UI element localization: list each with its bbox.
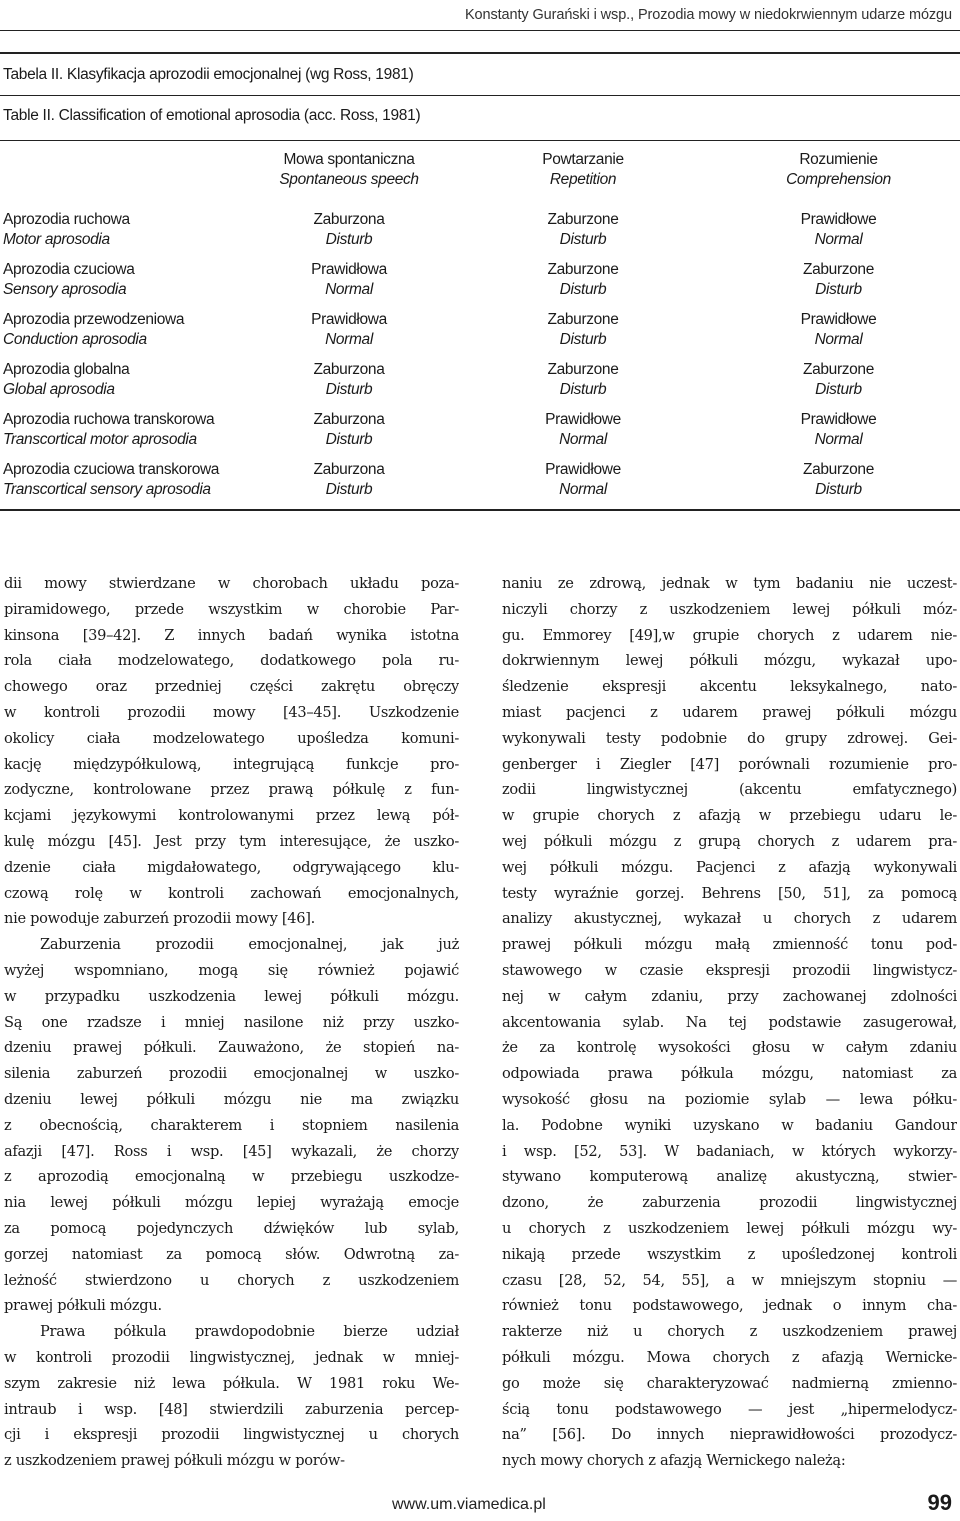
text-line: analizy akustycznej, wykazał u chorych z udarem bbox=[502, 910, 957, 928]
text-line: i wsp. [52, 53]. W badaniach, w których wykorzy- bbox=[502, 1142, 957, 1160]
table-cell bbox=[449, 360, 717, 410]
row-label bbox=[0, 410, 249, 460]
table-cell bbox=[249, 460, 449, 510]
running-header-text: Konstanty Gurański i wsp., Prozodia mowy w niedokrwiennym udarze mózgu bbox=[464, 7, 952, 23]
row-label-en: Sensory aprosodia bbox=[3, 281, 127, 298]
table-row bbox=[0, 260, 960, 310]
table-cell bbox=[449, 210, 717, 260]
table-cell-pl: Zaburzone bbox=[803, 461, 874, 478]
table-cell-en: Normal bbox=[814, 331, 863, 348]
text-line: również tonu podstawowego, jednak o innym cha- bbox=[502, 1297, 957, 1315]
text-line: dzeniu lewej półkuli mózgu nie ma związku bbox=[4, 1090, 459, 1108]
text-line: w przypadku uszkodzenia lewej półkuli mózgu. bbox=[4, 987, 459, 1005]
text-line: wyżej wspomniano, mogą się również pojawić bbox=[4, 961, 459, 979]
row-label-en: Conduction aprosodia bbox=[3, 331, 147, 348]
table-cell-en: Disturb bbox=[559, 381, 607, 398]
text-line: genberger i Ziegler [47] porównali rozumienie pro- bbox=[502, 755, 957, 773]
text-line: la. Podobne wyniki uzyskano w badaniu Gandour bbox=[502, 1116, 957, 1134]
table-row bbox=[0, 410, 960, 460]
table-cell-pl: Prawidłowa bbox=[311, 261, 387, 278]
text-line: okolicy ciała modzelowatego upośledza komuni- bbox=[4, 729, 459, 747]
column-header bbox=[449, 150, 717, 210]
table-cell-pl: Zaburzona bbox=[313, 411, 385, 428]
row-label-pl: Aprozodia przewodzeniowa bbox=[3, 311, 185, 328]
row-label bbox=[0, 360, 249, 410]
table-header-rule bbox=[0, 140, 960, 141]
table-cell-pl: Zaburzona bbox=[313, 211, 385, 228]
table-cell bbox=[449, 310, 717, 360]
column-header-pl: Rozumienie bbox=[799, 151, 878, 168]
table-cell-pl: Prawidłowe bbox=[800, 211, 877, 228]
text-line: odpowiada prawa półkula mózgu, natomiast za bbox=[502, 1065, 957, 1083]
table-header-corner bbox=[0, 150, 249, 210]
column-header bbox=[249, 150, 449, 210]
text-line: go może się charakteryzować nadmierną zmienno- bbox=[502, 1374, 957, 1392]
text-line: Zaburzenia prozodii emocjonalnej, jak już bbox=[40, 936, 459, 954]
text-line: za pomocą pojedynczych dźwięków lub sylab, bbox=[4, 1219, 459, 1237]
text-line: że za kontrolę wysokości głosu w całym zdaniu bbox=[502, 1039, 957, 1057]
row-label-en: Motor aprosodia bbox=[3, 231, 110, 248]
table-cell-pl: Zaburzona bbox=[313, 361, 385, 378]
text-line: intraub i wsp. [48] stwierdzili zaburzenia percep- bbox=[4, 1400, 459, 1418]
table-cell bbox=[449, 410, 717, 460]
table-cell-en: Disturb bbox=[559, 231, 607, 248]
text-line: kcjami językowymi kontrolowanymi przez lewą pół- bbox=[4, 807, 459, 825]
text-line: zodii lingwistycznej (akcentu emfatycznego) bbox=[502, 781, 957, 799]
row-label bbox=[0, 460, 249, 510]
row-label bbox=[0, 210, 249, 260]
text-line: stawowego w czasie ekspresji prozodii lingwistycz- bbox=[502, 961, 957, 979]
text-line: Prawa półkula prawdopodobnie bierze udział bbox=[40, 1323, 459, 1341]
table-row bbox=[0, 210, 960, 260]
table-caption-rule bbox=[0, 95, 960, 96]
table-cell-pl: Prawidłowe bbox=[800, 411, 877, 428]
table-cell-en: Normal bbox=[814, 231, 863, 248]
table-cell-en: Normal bbox=[325, 331, 373, 348]
table-cell-en: Normal bbox=[559, 431, 607, 448]
table-cell-pl: Zaburzona bbox=[313, 461, 385, 478]
column-header bbox=[717, 150, 960, 210]
text-line: w kontroli prozodii mowy [43–45]. Uszkodzenie bbox=[4, 703, 459, 721]
table-cell-en: Disturb bbox=[815, 481, 862, 498]
text-line: szym zakresie niż lewa półkula. W 1981 roku We- bbox=[4, 1374, 459, 1392]
text-line: w grupie chorych z afazją w przebiegu udaru le- bbox=[502, 807, 957, 825]
table-cell bbox=[249, 410, 449, 460]
text-line: dzenie ciała migdałowatego, odgrywającego klu- bbox=[4, 858, 459, 876]
text-line: kinsona [39–42]. Z innych badań wynika istotna bbox=[4, 626, 459, 644]
text-line: wysokość głosu na poziomie sylab — lewa półku- bbox=[502, 1090, 957, 1108]
text-line: gu. Emmorey [49],w grupie chorych z udarem nie- bbox=[502, 626, 957, 644]
table-caption-pl: Tabela II. Klasyfikacja aprozodii emocjonalnej (wg Ross, 1981) bbox=[3, 66, 414, 83]
table-row bbox=[0, 460, 960, 510]
table-cell-en: Disturb bbox=[815, 381, 862, 398]
table-cell-pl: Zaburzone bbox=[547, 361, 619, 378]
text-line: śledzenie ekspresji akcentu leksykalnego, nato- bbox=[502, 678, 957, 696]
text-line: akcentowania sylab. Na tej podstawie zasugerował, bbox=[502, 1013, 957, 1031]
text-line: nikają przede wszystkim z upośledzonej kontroli bbox=[502, 1245, 957, 1263]
table-cell-pl: Prawidłowe bbox=[545, 461, 621, 478]
text-line: dzeniu prawej półkuli. Zauważono, że stopień na- bbox=[4, 1039, 459, 1057]
table-cell-en: Normal bbox=[325, 281, 373, 298]
text-line: nych mowy chorych z afazją Wernickego należą: bbox=[502, 1452, 846, 1470]
table-cell bbox=[249, 310, 449, 360]
text-line: czasu [28, 52, 54, 55], a w mniejszym stopniu — bbox=[502, 1271, 957, 1289]
text-line: dokrwiennym lewej półkuli mózgu, wykazał upo- bbox=[502, 652, 957, 670]
text-column-left bbox=[4, 571, 459, 1474]
page-number: 99 bbox=[927, 1490, 952, 1515]
table-cell bbox=[717, 260, 960, 310]
text-line: miast pacjenci z udarem prawej półkuli mózgu bbox=[502, 703, 957, 721]
row-label-pl: Aprozodia ruchowa transkorowa bbox=[3, 411, 215, 428]
text-line: nie powoduje zaburzeń prozodii mowy [46]. bbox=[4, 910, 315, 928]
table-row bbox=[0, 360, 960, 410]
table-cell-en: Normal bbox=[559, 481, 607, 498]
table-cell-pl: Zaburzone bbox=[547, 211, 619, 228]
running-header bbox=[0, 0, 960, 30]
text-line: u chorych z uszkodzeniem lewej półkuli mózgu wy- bbox=[502, 1219, 957, 1237]
table-cell-pl: Zaburzone bbox=[547, 311, 619, 328]
text-line: w kontroli prozodii lingwistycznej, jednak w mniej- bbox=[4, 1348, 459, 1366]
text-line: dzono, że zaburzenia prozodii lingwistycznej bbox=[502, 1194, 957, 1212]
text-line: testy wyraźnie gorzej. Behrens [50, 51], za pomocą bbox=[502, 884, 957, 902]
table-cell-pl: Prawidłowe bbox=[800, 311, 877, 328]
table-cell-en: Disturb bbox=[325, 431, 373, 448]
row-label-pl: Aprozodia globalna bbox=[3, 361, 130, 378]
text-line: nej w całym zdaniu, przy zachowanej zdolności bbox=[502, 987, 957, 1005]
table-cell bbox=[249, 360, 449, 410]
journal-url: www.um.viamedica.pl bbox=[392, 1496, 546, 1513]
table-caption-en: Table II. Classification of emotional aprosodia (acc. Ross, 1981) bbox=[3, 107, 421, 124]
text-line: piramidowego, przede wszystkim w chorobie Par- bbox=[4, 600, 459, 618]
header-rule bbox=[0, 30, 960, 31]
table-cell-pl: Prawidłowe bbox=[545, 411, 621, 428]
text-line: rola ciała modzelowatego, dodatkowego pola ru- bbox=[4, 652, 459, 670]
text-line: leżność stwierdzono u chorych z uszkodzeniem bbox=[4, 1271, 459, 1289]
table-cell-en: Disturb bbox=[325, 481, 373, 498]
column-header-en: Spontaneous speech bbox=[279, 171, 419, 188]
aprosodia-classification-table bbox=[0, 150, 960, 510]
table-cell-en: Disturb bbox=[559, 281, 607, 298]
text-line: cji i ekspresji prozodii lingwistycznej u chorych bbox=[4, 1426, 459, 1444]
text-line: wej półkuli mózgu z grupą chorych z udarem pra- bbox=[502, 832, 957, 850]
text-line: niczyli chorzy z uszkodzeniem lewej półkuli móz- bbox=[502, 600, 957, 618]
row-label-pl: Aprozodia ruchowa bbox=[3, 211, 130, 228]
text-line: wej półkuli mózgu. Pacjenci z afazją wykonywali bbox=[502, 858, 957, 876]
text-line: silenia zaburzeń prozodii emocjonalnej w uszko- bbox=[4, 1065, 459, 1083]
text-column-right bbox=[502, 571, 957, 1474]
table-cell-en: Disturb bbox=[325, 231, 373, 248]
text-line: półkuli mózgu. Mowa chorych z afazją Wernicke- bbox=[502, 1348, 957, 1366]
table-cell-en: Disturb bbox=[559, 331, 607, 348]
table-header-row bbox=[0, 150, 960, 210]
text-line: z uszkodzeniem prawej półkuli mózgu w porów- bbox=[4, 1452, 345, 1470]
table-cell bbox=[449, 460, 717, 510]
text-line: chowego oraz przedniej części zakrętu obręczy bbox=[4, 678, 459, 696]
table-bottom-rule bbox=[0, 509, 960, 511]
row-label-en: Global aprosodia bbox=[3, 381, 115, 398]
table-cell bbox=[717, 460, 960, 510]
table-cell-pl: Zaburzone bbox=[803, 261, 874, 278]
table-cell-pl: Zaburzone bbox=[803, 361, 874, 378]
text-line: stywano komputerową analizę akustyczną, stwier- bbox=[502, 1168, 957, 1186]
table-cell bbox=[717, 360, 960, 410]
table-top-rule bbox=[0, 52, 960, 54]
table-cell bbox=[249, 210, 449, 260]
text-line: czową rolę w kontroli zachowań emocjonalnych, bbox=[4, 884, 459, 902]
row-label-pl: Aprozodia czuciowa bbox=[3, 261, 135, 278]
column-header-en: Comprehension bbox=[786, 171, 891, 188]
table-cell bbox=[717, 410, 960, 460]
text-line: dii mowy stwierdzane w chorobach układu poza- bbox=[4, 575, 459, 592]
text-line: afazji [47]. Ross i wsp. [45] wykazali, że chorzy bbox=[4, 1142, 459, 1160]
text-line: Są one rzadsze i mniej nasilone niż przy uszko- bbox=[4, 1013, 459, 1031]
text-line: na” [56]. Do innych nieprawidłowości prozodycz- bbox=[502, 1426, 957, 1444]
text-line: prawej półkuli mózgu małą zmienność tonu pod- bbox=[502, 936, 957, 954]
column-header-pl: Mowa spontaniczna bbox=[283, 151, 415, 168]
text-line: zodyczne, kontrolowane przez prawą półkulę z fun- bbox=[4, 781, 459, 799]
row-label bbox=[0, 310, 249, 360]
text-line: nia lewej półkuli mózgu lepiej wyrażają emocje bbox=[4, 1194, 459, 1212]
text-line: kację międzypółkulową, integrującą funkcje pro- bbox=[4, 755, 459, 773]
text-line: z aprozodią emocjonalną w przebiegu uszkodze- bbox=[4, 1168, 459, 1186]
text-line: kulę mózgu [45]. Jest przy tym interesujące, że uszko- bbox=[4, 832, 459, 850]
text-line: z obecnością, charakterem i stopniem nasilenia bbox=[4, 1116, 459, 1134]
text-line: naniu ze zdrową, jednak w tym badaniu nie uczest- bbox=[502, 575, 957, 592]
table-cell-pl: Zaburzone bbox=[547, 261, 619, 278]
table-cell-en: Disturb bbox=[325, 381, 373, 398]
text-line: ścią tonu podstawowego — jest „hipermelodycz- bbox=[502, 1400, 957, 1418]
table-cell-pl: Prawidłowa bbox=[311, 311, 387, 328]
table-cell bbox=[717, 210, 960, 260]
row-label-en: Transcortical sensory aprosodia bbox=[3, 481, 211, 498]
row-label bbox=[0, 260, 249, 310]
table-cell-en: Disturb bbox=[815, 281, 862, 298]
row-label-en: Transcortical motor aprosodia bbox=[3, 431, 197, 448]
table-cell bbox=[249, 260, 449, 310]
text-line: prawej półkuli mózgu. bbox=[4, 1297, 162, 1315]
text-line: gorzej natomiast za pomocą słów. Odwrotną za- bbox=[4, 1245, 459, 1263]
text-line: wykonywali testy podobnie do grupy zdrowej. Gei- bbox=[502, 729, 957, 747]
table-row bbox=[0, 310, 960, 360]
row-label-pl: Aprozodia czuciowa transkorowa bbox=[3, 461, 220, 478]
column-header-pl: Powtarzanie bbox=[542, 151, 624, 168]
table-cell bbox=[717, 310, 960, 360]
table-cell-en: Normal bbox=[814, 431, 863, 448]
table-cell bbox=[449, 260, 717, 310]
column-header-en: Repetition bbox=[549, 171, 617, 188]
text-line: rakterze niż u chorych z uszkodzeniem prawej bbox=[502, 1323, 957, 1341]
